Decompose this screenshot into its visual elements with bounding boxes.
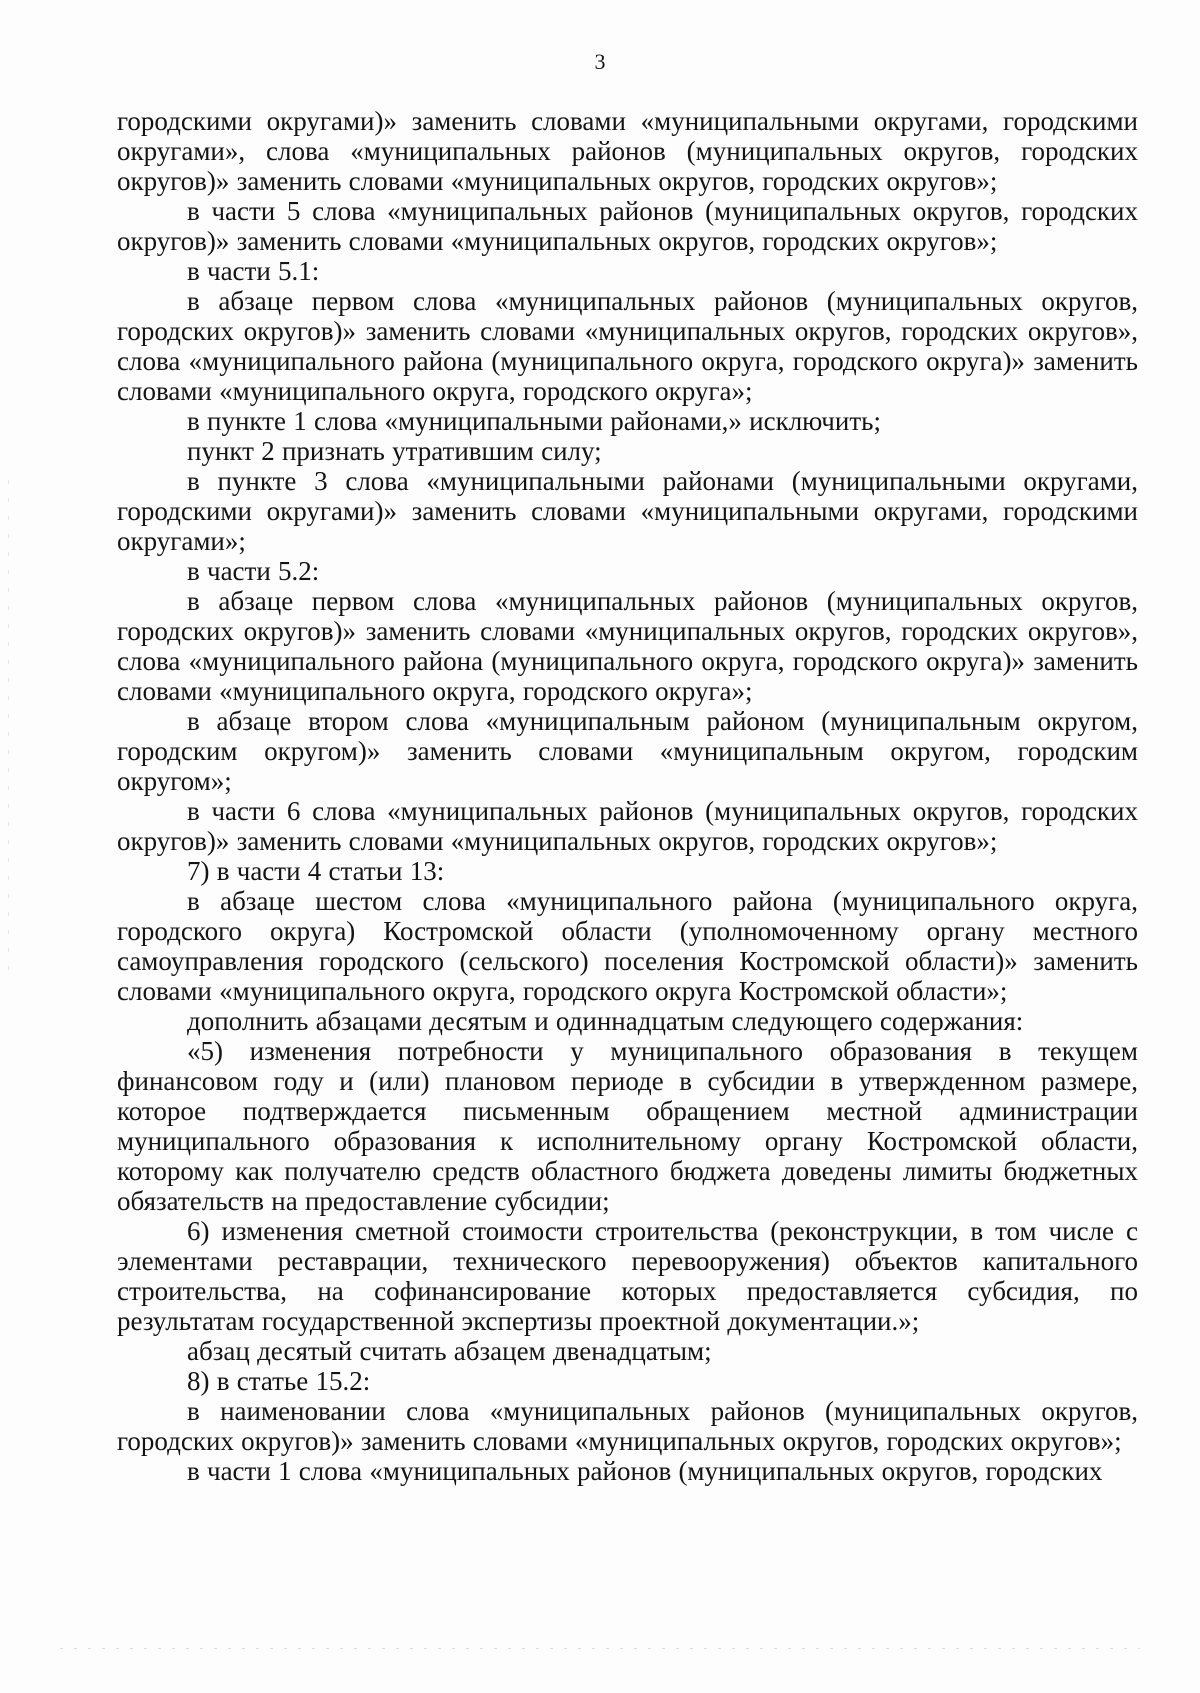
paragraph: «5) изменения потребности у муниципального образования в текущем финансовом году и (или) плановом периоде в субсидии в утвержденном размере, которое подтверждается письменным обращением местной администрации муниципального образования к исполнительному органу Костромской области, которому как получателю средств областного бюджета доведены лимиты бюджетных обязательств на предоставление субсидии; bbox=[117, 1036, 1138, 1216]
paragraph: в части 6 слова «муниципальных районов (муниципальных округов, городских округов)» заменить словами «муниципальных округов, городских округов»; bbox=[117, 796, 1138, 856]
paragraph: в части 5.2: bbox=[187, 556, 320, 586]
paragraph: дополнить абзацами десятым и одиннадцатым следующего содержания: bbox=[187, 1006, 1024, 1036]
paragraph: городскими округами)» заменить словами «муниципальными округами, городскими округами», слова «муниципальных районов (муниципальных округов, городских округов)» заменить словами «муниципальных округов, городских округов»; bbox=[117, 106, 1138, 196]
paragraph: 8) в статье 15.2: bbox=[187, 1366, 371, 1396]
paragraph: в наименовании слова «муниципальных районов (муниципальных округов, городских округов)» заменить словами «муниципальных округов, городских округов»; bbox=[117, 1396, 1138, 1456]
scan-edge-mark bbox=[60, 1648, 1140, 1649]
paragraph: пункт 2 признать утратившим силу; bbox=[187, 436, 602, 466]
paragraph: в пункте 1 слова «муниципальными районами,» исключить; bbox=[187, 406, 881, 436]
document-body bbox=[117, 106, 1138, 1486]
page-number: 3 bbox=[594, 49, 606, 74]
paragraph: в пункте 3 слова «муниципальными районами (муниципальными округами, городскими округами)» заменить словами «муниципальными округами, городскими округами»; bbox=[117, 466, 1138, 556]
paragraph: в части 5.1: bbox=[187, 256, 320, 286]
paragraph: 6) изменения сметной стоимости строительства (реконструкции, в том числе с элементами реставрации, технического перевооружения) объектов капитального строительства, на софинансирование которых предоставляется субсидия, по результатам государственной экспертизы проектной документации.»; bbox=[117, 1216, 1138, 1336]
scan-edge-mark bbox=[8, 480, 9, 980]
paragraph: в части 1 слова «муниципальных районов (муниципальных округов, городских bbox=[187, 1456, 1103, 1486]
paragraph: 7) в части 4 статьи 13: bbox=[187, 856, 445, 886]
paragraph: в абзаце первом слова «муниципальных районов (муниципальных округов, городских округов)» заменить словами «муниципальных округов, городских округов», слова «муниципального района (муниципального округа, городского округа)» заменить словами «муниципального округа, городского округа»; bbox=[117, 586, 1138, 706]
paragraph: в абзаце первом слова «муниципальных районов (муниципальных округов, городских округов)» заменить словами «муниципальных округов, городских округов», слова «муниципального района (муниципального округа, городского округа)» заменить словами «муниципального округа, городского округа»; bbox=[117, 286, 1138, 406]
paragraph: абзац десятый считать абзацем двенадцатым; bbox=[187, 1336, 712, 1366]
paragraph: в абзаце шестом слова «муниципального района (муниципального округа, городского округа) Костромской области (уполномоченному органу местного самоуправления городского (сельского) поселения Костромской области)» заменить словами «муниципального округа, городского округа Костромской области»; bbox=[117, 886, 1138, 1006]
paragraph: в части 5 слова «муниципальных районов (муниципальных округов, городских округов)» заменить словами «муниципальных округов, городских округов»; bbox=[117, 196, 1138, 256]
paragraph: в абзаце втором слова «муниципальным районом (муниципальным округом, городским округом)» заменить словами «муниципальным округом, городским округом»; bbox=[117, 706, 1138, 796]
